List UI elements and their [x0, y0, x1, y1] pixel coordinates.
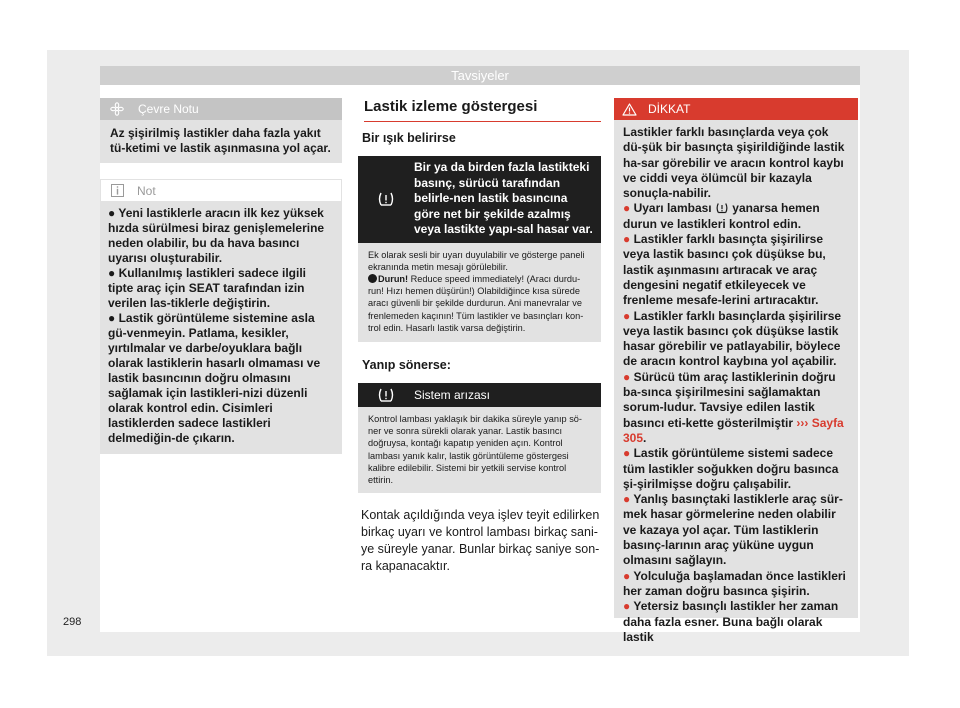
warning-item: ● Yolculuğa başlamadan önce lastikleri her zaman doğru basınca şişirin. — [623, 568, 846, 598]
warning-triangle-icon — [622, 103, 638, 116]
warning-box — [614, 98, 858, 644]
note-body — [100, 201, 342, 454]
info-icon — [111, 184, 125, 198]
warning-header — [614, 98, 858, 120]
body-paragraph: Kontak açıldığında veya işlev teyit edilirken birkaç uyarı ve kontrol lambası birkaç sani-ye süreyle yanar. Bunlar birkaç saniye son-ra kapanacaktır. — [361, 508, 600, 574]
flower-icon — [110, 102, 126, 116]
note-item: ● Lastik görüntüleme sistemine asla gü-venmeyin. Patlama, kesikler, yırtılmalar ve darbe/oyuklara bağlı olarak lastiklerin hasarlı olmaması ve lastik basıncının doğru olmasını sağlamak için lastikleri-nizi düzenli olarak kontrol edin. Cisimleri lastiklerden sadece lastikleri delmediğin-de çıkarın. — [108, 311, 321, 445]
system-fault-panel — [358, 383, 601, 407]
note-box — [100, 179, 342, 454]
page-header: Tavsiyeler — [100, 66, 860, 85]
warning-item: ● Uyarı lambası yanarsa hemen durun ve lastikleri kontrol edin. — [623, 201, 820, 231]
tire-pressure-icon — [715, 202, 729, 214]
right-column — [614, 98, 858, 644]
tire-pressure-icon — [358, 387, 414, 403]
warning-item: ● Sürücü tüm araç lastiklerinin doğru ba-sınca şişirilmesini sağlamaktan sorum-ludur. Tavsiye edilen lastik basıncı eti-kette gösterilmiştir ››› Sayfa 305. — [623, 369, 844, 445]
warning-item: ● Yanlış basınçtaki lastiklerle araç sür-mek hasar görmelerine neden olabilir ve kazaya yol açar. Tüm lastiklerin basınç-larının araç yüküne uygun olmasını sağlayın. — [623, 492, 843, 568]
warning-item: ● Lastikler farklı basınçta şişirilirse veya lastik basıncı çok düşükse bu, lastik aşınmasını artıracak ve araç dengesini negatif etkileyecek ve frenleme mesafe-lerini artıracaktır. — [623, 232, 826, 308]
indicator-panel — [358, 156, 601, 243]
subtitle-light-on: Bir ışık belirirse — [362, 131, 456, 145]
warning-item: ● Yetersiz basınçlı lastikler her zaman daha fazla esner. Buna bağlı olarak lastik — [623, 599, 839, 644]
note-item: ● Kullanılmış lastikleri sadece ilgili tipte araç için SEAT tarafından izin verilen las-tiklerle değiştirin. — [108, 266, 307, 310]
environment-note-text: Az şişirilmiş lastikler daha fazla yakıt tü-ketimi ve lastik aşınmasına yol açar. — [110, 126, 331, 155]
system-fault-detail: Kontrol lambası yaklaşık bir dakika süreyle yanıp sö-ner ve sonra sürekli olarak yanar. Lastik basıncı doğruysa, kontağı kapatıp yeniden açın. Kontrol lambası yanık kalır, lastik görüntüleme göstergesi kalibre edilebilir. Sistemi bir yetkili servise kontrol ettirin. — [358, 407, 601, 493]
subtitle-flashing: Yanıp sönerse: — [362, 357, 451, 372]
warning-body — [614, 120, 858, 651]
tire-pressure-icon — [358, 156, 414, 243]
note-header — [100, 179, 342, 201]
middle-column — [358, 98, 601, 575]
note-title: Not — [137, 183, 156, 198]
warning-intro: Lastikler farklı basınçlarda veya çok dü-şük bir basınçta şişirildiğinde lastik ha-sar görebilir ve aracın kontrol kaybı ve ciddi veya ölümcül bir kazayla sonuçla-nabilir. — [623, 125, 845, 201]
indicator-panel-text: Bir ya da birden fazla lastikteki basınç, sürücü tarafından belirle-nen lastik basıncına göre net bir şekilde azalmış veya lastikte yapı-sal hasar var. — [414, 160, 593, 236]
environment-note-title: Çevre Notu — [138, 102, 199, 116]
system-fault-title: Sistem arızası — [414, 387, 491, 402]
left-column — [100, 98, 342, 454]
warning-title: DİKKAT — [648, 102, 691, 116]
indicator-detail: Ek olarak sesli bir uyarı duyulabilir ve gösterge paneli ekranında metin mesajı görülebilir. Durun! Reduce speed immediately! (Aracı durdu-run! Hızı hemen düşürün!) Olabildiğince kısa sürede aracı güvenli bir şekilde durdurun. Ani manevralar ve frenlemeden kaçının! Tüm lastikler ve basınçları kon-trol edin. Hasarlı lastik varsa değiştirin. — [358, 243, 601, 342]
info-dot-icon — [368, 274, 377, 283]
section-title: Lastik izleme göstergesi — [364, 98, 601, 122]
page-reference-link[interactable]: ››› Sayfa 305 — [623, 415, 844, 445]
page-number: 298 — [63, 616, 82, 628]
note-item: ● Yeni lastiklerle aracın ilk kez yüksek hızda sürülmesi biraz genişlemelerine neden olabilir, bu da hava basıncı uyarısı oluşturabilir. — [108, 206, 325, 265]
environment-note-header — [100, 98, 342, 120]
warning-item: ● Lastikler farklı basınçlarda şişirilirse veya lastik basıncı çok düşükse lastik hasar görebilir ve patlayabilir, böylece de aracın kontrol kaybına yol açabilir. — [623, 308, 842, 369]
environment-note-box — [100, 98, 342, 163]
warning-item: ● Lastik görüntüleme sistemi sadece tüm lastikler soğukken doğru basınca şi-şirilmişse doğru çalışabilir. — [623, 446, 839, 491]
